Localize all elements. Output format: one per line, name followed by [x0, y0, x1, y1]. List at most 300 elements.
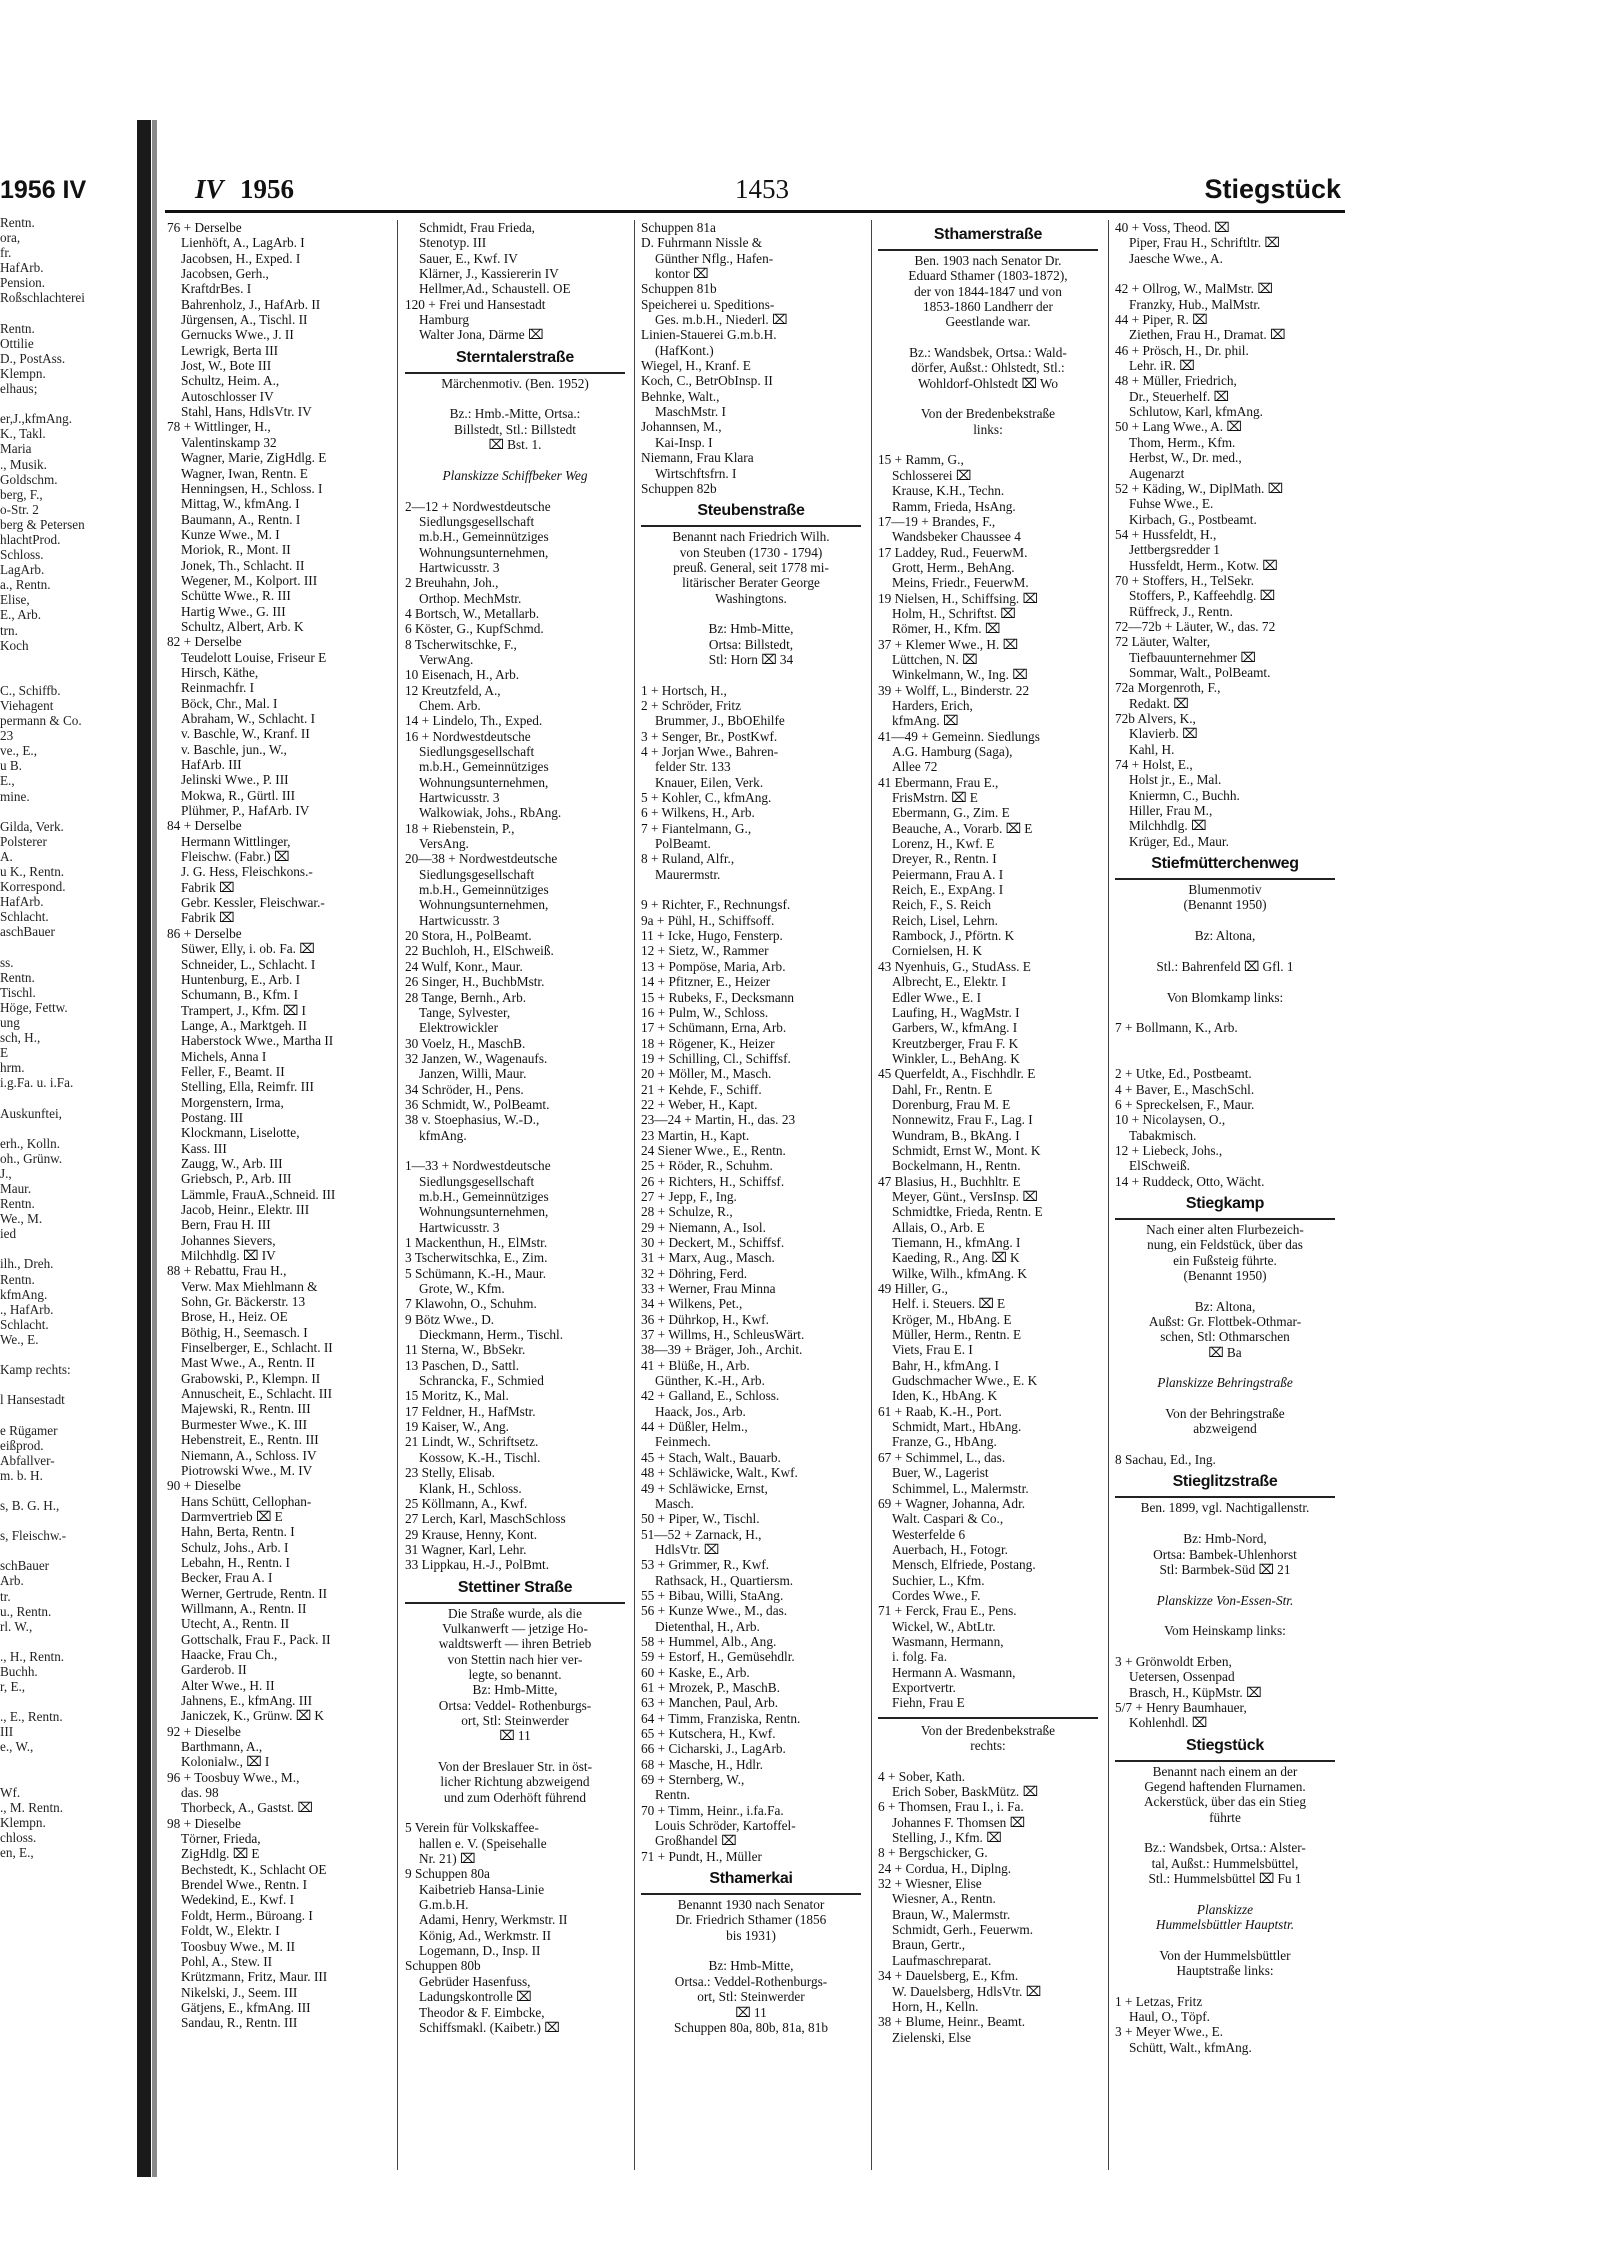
prev-page-line: trn. [0, 622, 18, 638]
prev-page-line: berg, F., [0, 486, 43, 502]
prev-page-line: ss. [0, 954, 14, 970]
directory-entry: 12 + Liebeck, Johs., [1115, 1142, 1223, 1158]
directory-entry: m.b.H., Gemeinnütziges [419, 1188, 549, 1204]
street-description: Bz: Hmb-Nord, [1183, 1531, 1267, 1547]
prev-page-line: Auskunftei, [0, 1105, 62, 1121]
street-description: von Stettin nach hier ver- [447, 1651, 583, 1667]
directory-entry: 47 Blasius, H., Buchhltr. E [878, 1173, 1021, 1189]
directory-entry: 67 + Schimmel, L., das. [878, 1449, 1006, 1465]
directory-entry: Beauche, A., Vorarb. ⌧ E [892, 820, 1033, 836]
directory-entry: 27 + Jepp, F., Ing. [641, 1188, 737, 1204]
directory-entry: Grote, W., Kfm. [419, 1281, 505, 1297]
book-gutter [137, 120, 151, 2177]
directory-entry [1115, 1577, 1335, 1592]
directory-entry: 43 Nyenhuis, G., StudAss. E [878, 958, 1031, 974]
street-description: Ortsa: Billstedt, [708, 636, 794, 652]
directory-entry: 20 + Möller, M., Masch. [641, 1066, 772, 1082]
prev-page-line: Maur. [0, 1181, 32, 1196]
directory-entry: Dreyer, R., Rentn. I [892, 851, 997, 867]
directory-entry [1115, 1036, 1335, 1051]
prev-page-line: ., HafArb. [0, 1301, 54, 1317]
directory-entry: 33 + Werner, Frau Minna [641, 1281, 776, 1297]
directory-entry: Thom, Herm., Kfm. [1129, 434, 1236, 450]
prev-page-line: Ottilie [0, 335, 34, 351]
directory-entry: Adami, Henry, Werkmstr. II [419, 1912, 568, 1928]
directory-entry: Kai-Insp. I [655, 434, 713, 450]
directory-entry: Harders, Erich, [892, 697, 973, 713]
directory-entry: 6 Köster, G., KupfSchmd. [405, 621, 544, 637]
book-gutter-shadow [152, 120, 157, 2177]
directory-entry: G.m.b.H. [419, 1897, 469, 1913]
directory-entry: Wagner, Marie, ZigHdlg. E [181, 450, 327, 466]
prev-page-line: Klempn. [0, 365, 46, 381]
street-description: Nach einer alten Flurbezeich- [1146, 1221, 1304, 1237]
prev-page-line: aschBauer [0, 924, 55, 940]
directory-entry: 18 + Rögener, K., Heizer [641, 1035, 775, 1051]
directory-entry: Lange, A., Marktgeh. II [181, 1017, 307, 1033]
prev-page-line: We., E. [0, 1331, 39, 1347]
directory-entry: 39 + Wolff, L., Binderstr. 22 [878, 682, 1030, 698]
directory-entry: 72a Morgenroth, F., [1115, 680, 1221, 696]
column-3 [641, 220, 861, 2170]
directory-entry: 31 Wagner, Karl, Lehr. [405, 1541, 527, 1557]
directory-entry: Erich Sober, BaskMütz. ⌧ [892, 1784, 1038, 1800]
directory-entry: Reich, F., S. Reich [892, 897, 992, 913]
directory-entry: Schlutow, Karl, kfmAng. [1129, 404, 1263, 420]
directory-entry: Knauer, Eilen, Verk. [655, 774, 764, 790]
directory-entry: Louis Schröder, Kartoffel- [655, 1818, 796, 1834]
directory-entry: D. Fuhrmann Nissle & [641, 235, 763, 251]
street-description: Geestlande war. [945, 314, 1031, 330]
directory-entry: 45 Querfeldt, A., Fischhdlr. E [878, 1066, 1036, 1082]
prev-page-line: u., Rentn. [0, 1603, 52, 1619]
prev-page-line [0, 804, 150, 819]
street-description: ort, Stl: Steinwerder [461, 1712, 569, 1728]
prev-page-header: 1956 IV [0, 176, 87, 204]
directory-entry: Albrecht, E., Elektr. I [892, 974, 1007, 990]
directory-entry: Schuppen 82b [641, 480, 717, 496]
directory-entry: 12 Kreutzfeld, A., [405, 682, 501, 698]
directory-entry [1115, 974, 1335, 989]
street-description: licher Richtung abzweigend [440, 1774, 590, 1790]
directory-entry: Wiegel, H., Kranf. E [641, 358, 751, 374]
prev-page-line: tr. [0, 1588, 11, 1604]
directory-entry: Winkelmann, W., Ing. ⌧ [892, 667, 1028, 683]
directory-entry: Auerbach, H., Fotogr. [892, 1541, 1008, 1557]
directory-entry: Gottschalk, Frau F., Pack. II [181, 1631, 331, 1647]
directory-entry: Jacobsen, H., Exped. I [181, 250, 301, 266]
plan-sketch-note: Planskizze Von-Essen-Str. [1156, 1592, 1294, 1608]
street-description: Schuppen 80a, 80b, 81a, 81b [674, 2019, 828, 2035]
directory-entry: Römer, H., Kfm. ⌧ [892, 621, 1001, 637]
directory-entry: Winkler, L., BehAng. K [892, 1050, 1020, 1066]
directory-entry: Michels, Anna I [181, 1048, 267, 1064]
directory-entry [641, 606, 861, 621]
directory-entry: 88 + Rebattu, Frau H., [167, 1263, 287, 1279]
column-2 [405, 220, 625, 2170]
directory-entry: Zielenski, Else [892, 2029, 972, 2045]
directory-entry: 59 + Estorf, H., Gemüsehdlr. [641, 1649, 795, 1665]
directory-entry: Walkowiak, Johs., RbAng. [419, 805, 562, 821]
directory-entry [1115, 1005, 1335, 1020]
directory-entry: Schmidt, Ernst W., Mont. K [892, 1142, 1041, 1158]
directory-entry: Lehr. iR. ⌧ [1129, 358, 1195, 374]
prev-page-line: LagArb. [0, 562, 45, 578]
directory-entry: 9 Bötz Wwe., D. [405, 1311, 495, 1327]
directory-entry: 4 Bortsch, W., Metallarb. [405, 605, 540, 621]
directory-entry: Schütte Wwe., R. III [181, 588, 291, 604]
prev-page-line [0, 1121, 150, 1136]
directory-entry: 22 Buchloh, H., ElSchweiß. [405, 943, 554, 959]
directory-entry: Janiczek, K., Grünw. ⌧ K [181, 1708, 324, 1724]
prev-page-line: u B. [0, 758, 22, 774]
street-description: der von 1844-1847 und von [914, 283, 1062, 299]
directory-entry: Iden, K., HbAng. K [892, 1388, 998, 1404]
directory-entry: Schultz, Heim. A., [181, 373, 280, 389]
directory-entry: Griebsch, P., Arb. III [181, 1171, 292, 1187]
directory-entry: 16 + Nordwestdeutsche [405, 728, 531, 744]
directory-entry: Rentn. [655, 1787, 691, 1803]
directory-entry: 23—24 + Martin, H., das. 23 [641, 1112, 796, 1128]
street-description: Benannt 1930 nach Senator [677, 1897, 825, 1913]
directory-entry: Behnke, Walt., [641, 388, 720, 404]
directory-entry: Kaeding, R., Ang. ⌧ K [892, 1250, 1020, 1266]
street-description: Blumenmotiv [1188, 882, 1262, 898]
prev-page-line [0, 1347, 150, 1362]
directory-entry: 18 + Riebenstein, P., [405, 820, 515, 836]
directory-entry: 17 Laddey, Rud., FeuerwM. [878, 544, 1028, 560]
directory-entry: kfmAng. [419, 1127, 467, 1143]
directory-entry: Feller, F., Beamt. II [181, 1063, 285, 1079]
directory-entry: Stoffers, P., Kaffeehdlg. ⌧ [1129, 588, 1275, 604]
prev-page-line: a., Rentn. [0, 577, 51, 593]
directory-entry: 5/7 + Henry Baumhauer, [1115, 1699, 1247, 1715]
street-description: nung, ein Feldstück, über das [1147, 1237, 1303, 1253]
directory-entry: Huntenburg, E., Arb. I [181, 971, 301, 987]
directory-entry: Wohnungsunternehmen, [419, 1204, 549, 1220]
directory-entry: 24 + Cordua, H., Diplng. [878, 1860, 1012, 1876]
prev-page-line: Elise, [0, 592, 30, 608]
directory-entry: Sandau, R., Rentn. III [181, 2015, 298, 2031]
directory-entry: Wickel, W., AbtLtr. [892, 1618, 996, 1634]
directory-entry: Jettbergsredder 1 [1129, 542, 1220, 558]
street-description: Ortsa.: Veddel-Rothenburgs- [674, 1973, 828, 1989]
directory-entry: Fiehn, Frau E [892, 1695, 965, 1711]
directory-entry: A.G. Hamburg (Saga), [892, 744, 1013, 759]
directory-entry: Wundram, B., BkAng. I [892, 1127, 1020, 1143]
street-range: Stiegstück [1204, 174, 1341, 204]
directory-entry: Wirtschftsfrn. I [655, 465, 737, 481]
directory-entry: v. Baschle, W., Kranf. II [181, 726, 310, 742]
directory-entry: ElSchweiß. [1129, 1158, 1190, 1174]
directory-entry: Franze, G., HbAng. [892, 1434, 997, 1450]
directory-entry: Sommar, Walt., PolBeamt. [1129, 664, 1271, 680]
directory-entry: Ges. m.b.H., Niederl. ⌧ [655, 312, 788, 328]
prev-page-line [0, 1241, 150, 1256]
directory-entry: Großhandel ⌧ [655, 1833, 737, 1849]
street-heading: Stiegkamp [1115, 1193, 1335, 1220]
directory-entry: 17—19 + Brandes, F., [878, 513, 996, 529]
directory-entry: Wohnungsunternehmen, [419, 774, 549, 790]
directory-entry: Hellmer,Ad., Schaustell. OE [419, 281, 571, 297]
directory-entry: 66 + Cicharski, J., LagArb. [641, 1741, 786, 1757]
directory-entry: das. 98 [181, 1785, 219, 1801]
directory-entry: Augenarzt [1129, 465, 1185, 481]
directory-entry: 53 + Grimmer, R., Kwf. [641, 1557, 770, 1573]
directory-entry: 8 Tscherwitschke, F., [405, 636, 517, 652]
street-description: bis 1931) [726, 1927, 776, 1943]
directory-entry: 29 + Niemann, A., Isol. [641, 1219, 766, 1235]
directory-entry [405, 1805, 625, 1820]
directory-entry: 21 + Kehde, F., Schiff. [641, 1081, 762, 1097]
column-separator [397, 220, 398, 2170]
directory-entry: Haul, O., Töpf. [1129, 2009, 1211, 2025]
directory-entry: (HafKont.) [655, 342, 714, 358]
directory-entry: Schumann, B., Kfm. I [181, 987, 299, 1003]
directory-entry: Tiefbauunternehmer ⌧ [1129, 649, 1256, 665]
directory-entry: Dietenthal, H., Arb. [655, 1618, 760, 1634]
street-description: ein Fußsteig führte. [1173, 1252, 1277, 1268]
directory-entry: Wedekind, E., Kwf. I [181, 1892, 295, 1908]
directory-entry: Kirbach, G., Postbeamt. [1129, 511, 1257, 527]
street-description: Ortsa: Veddel- Rothenburgs- [438, 1697, 592, 1713]
directory-entry: Linien-Stauerei G.m.b.H. [641, 327, 777, 343]
directory-entry: 32 + Döhring, Ferd. [641, 1265, 748, 1281]
street-description: dörfer, Außst.: Ohlstedt, Stl.: [911, 360, 1065, 376]
directory-entry: m.b.H., Gemeinnütziges [419, 882, 549, 898]
directory-entry: 15 + Rubeks, F., Decksmann [641, 989, 795, 1005]
prev-page-line: Rentn. [0, 1271, 35, 1287]
prev-page-line: s, Fleischw.- [0, 1528, 67, 1544]
directory-entry: 90 + Dieselbe [167, 1478, 241, 1494]
directory-entry: 72 Läuter, Walter, [1115, 634, 1211, 650]
directory-entry: Fuhse Wwe., E. [1129, 496, 1214, 512]
directory-entry: Majewski, R., Rentn. III [181, 1401, 311, 1417]
directory-entry: m.b.H., Gemeinnütziges [419, 759, 549, 775]
directory-entry: Tabakmisch. [1129, 1127, 1197, 1143]
directory-entry: Becker, Frau A. I [181, 1570, 273, 1586]
directory-entry: 16 + Pulm, W., Schloss. [641, 1004, 769, 1020]
directory-entry: Hartig Wwe., G. III [181, 603, 286, 619]
prev-page-line: Goldschm. [0, 471, 58, 487]
directory-entry: 9 + Richter, F., Rechnungsf. [641, 897, 791, 913]
directory-entry: 20 Stora, H., PolBeamt. [405, 928, 532, 944]
directory-entry: Garbers, W., kfmAng. I [892, 1020, 1018, 1036]
street-description: (Benannt 1950) [1183, 1268, 1267, 1283]
directory-entry: 36 + Dührkop, H., Kwf. [641, 1311, 769, 1327]
prev-page-line [0, 1377, 150, 1392]
directory-entry: 8 + Ruland, Alfr., [641, 851, 735, 867]
street-description: Washingtons. [715, 590, 787, 606]
directory-entry: 48 + Schläwicke, Walt., Kwf. [641, 1465, 798, 1481]
directory-entry: Nr. 21) ⌧ [419, 1851, 476, 1867]
directory-entry [641, 1943, 861, 1958]
directory-entry: 19 Kaiser, W., Ang. [405, 1419, 509, 1435]
directory-entry: 6 + Spreckelsen, F., Maur. [1115, 1096, 1255, 1112]
prev-page-line: l Hansestadt [0, 1392, 65, 1408]
street-description: Stl.: Hummelsbüttel ⌧ Fu 1 [1148, 1871, 1302, 1887]
street-heading: Stiegstück [1115, 1735, 1335, 1762]
street-description: von Steuben (1730 - 1794) [679, 544, 823, 560]
directory-entry: Schmidt, Frau Frieda, [419, 220, 535, 235]
directory-entry: 23 Stelly, Elisab. [405, 1465, 495, 1481]
directory-entry [1115, 1886, 1335, 1901]
directory-entry: Bechstedt, K., Schlacht OE [181, 1861, 327, 1877]
directory-entry: 46 + Prösch, H., Dr. phil. [1115, 342, 1249, 358]
street-description: litärischer Berater George [682, 575, 820, 591]
column-separator [634, 220, 635, 2170]
directory-entry [1115, 1825, 1335, 1840]
directory-entry: 71 + Pundt, H., Müller [641, 1848, 762, 1864]
street-description: Wohldorf-Ohlstedt ⌧ Wo [918, 375, 1058, 391]
directory-entry: 120 + Frei und Hansestadt [405, 296, 546, 312]
directory-entry: 1 Mackenthun, H., ElMstr. [405, 1235, 548, 1250]
directory-entry: J. G. Hess, Fleischkons.- [181, 864, 313, 880]
prev-page-line: en, E., [0, 1845, 34, 1861]
directory-entry: Haack, Jos., Arb. [655, 1403, 746, 1419]
directory-entry: Horn, H., Kelln. [892, 1998, 979, 2014]
prev-page-line: E [0, 1045, 9, 1061]
directory-entry: Viets, Frau E. I [892, 1342, 973, 1358]
directory-entry: Gebr. Kessler, Fleischwar.- [181, 895, 325, 911]
directory-entry: Schmidt, Mart., HbAng. [892, 1419, 1022, 1435]
directory-entry: Mittag, W., kfmAng. I [181, 496, 300, 512]
prev-page-line [0, 306, 150, 321]
directory-entry: Darmvertrieb ⌧ E [181, 1508, 283, 1524]
prev-page-line: E., Arb. [0, 607, 42, 623]
street-description: Stl: Horn ⌧ 34 [708, 651, 794, 667]
prev-page-line: u K., Rentn. [0, 864, 65, 880]
street-description: Bz: Hmb-Mitte, [708, 1958, 794, 1974]
prev-page-line: Rentn. [0, 320, 35, 336]
directory-entry: Wasmann, Hermann, [892, 1633, 1004, 1649]
street-description: Von Blomkamp links: [1166, 989, 1284, 1005]
directory-entry: Cordes Wwe., F. [892, 1587, 981, 1603]
directory-entry: Brummer, J., BbOEhilfe [655, 713, 785, 729]
directory-entry: 13 Paschen, D., Sattl. [405, 1357, 520, 1373]
prev-page-line [0, 1090, 150, 1105]
prev-page-line: s, B. G. H., [0, 1497, 60, 1513]
directory-entry: 72b Alvers, K., [1115, 711, 1196, 726]
directory-entry: 10 + Nicolaysen, O., [1115, 1112, 1226, 1128]
street-description: Bz: Altona, [1194, 1298, 1256, 1314]
street-description: und zum Oderhöft führend [443, 1789, 587, 1805]
directory-entry: 21 Lindt, W., Schriftsetz. [405, 1434, 539, 1450]
directory-entry: 50 + Piper, W., Tischl. [641, 1511, 760, 1527]
directory-entry: Siedlungsgesellschaft [419, 513, 535, 529]
directory-entry: Sauer, E., Kwf. IV [419, 250, 518, 266]
directory-entry: v. Baschle, jun., W., [181, 741, 287, 757]
directory-entry: Stelling, Ella, Reimfr. III [181, 1079, 314, 1095]
directory-entry: Wilke, Wilh., kfmAng. K [892, 1265, 1027, 1281]
directory-entry [1115, 943, 1335, 958]
plan-sketch-note: Hummelsbüttler Hauptstr. [1155, 1917, 1295, 1933]
directory-entry [1115, 1360, 1335, 1375]
directory-entry: Schütt, Walt., kfmAng. [1129, 2039, 1252, 2055]
directory-entry: 30 Voelz, H., MaschB. [405, 1035, 526, 1051]
directory-entry: PolBeamt. [655, 836, 711, 852]
directory-entry: Braun, W., Malermstr. [892, 1906, 1011, 1922]
prev-page-line: eißprod. [0, 1437, 44, 1453]
directory-entry: Krüger, Ed., Maur. [1129, 833, 1229, 849]
prev-page-line: e Rügamer [0, 1422, 58, 1438]
directory-entry: 1—33 + Nordwestdeutsche [405, 1158, 551, 1174]
prev-page-line: Schlacht. [0, 909, 49, 925]
directory-entry: Nikelski, J., Seem. III [181, 1984, 298, 2000]
directory-entry: Dr., Steuerhelf. ⌧ [1129, 388, 1229, 404]
prev-page-line: ve., E., [0, 743, 37, 759]
street-description: Ben. 1903 nach Senator Dr. [914, 253, 1062, 268]
directory-entry: Wohnungsunternehmen, [419, 544, 549, 560]
directory-entry: 92 + Dieselbe [167, 1723, 241, 1739]
directory-entry: Wandsbeker Chaussee 4 [892, 529, 1021, 545]
directory-entry: Klank, H., Schloss. [419, 1480, 522, 1496]
directory-entry: Reich, E., ExpAng. I [892, 882, 1004, 898]
directory-entry: 33 Lippkau, H.-J., PolBmt. [405, 1557, 550, 1573]
directory-entry: Gernucks Wwe., J. II [181, 327, 294, 343]
prev-page-line: ., M. Rentn. [0, 1799, 64, 1815]
directory-entry: Siedlungsgesellschaft [419, 1173, 535, 1189]
street-description: Stl.: Bahrenfeld ⌧ Gfl. 1 [1156, 958, 1294, 974]
directory-entry: Schmidtke, Frieda, Rentn. E [892, 1204, 1043, 1220]
directory-entry: 51—52 + Zarnack, H., [641, 1526, 762, 1542]
directory-entry: Bahr, H., kfmAng. I [892, 1357, 999, 1373]
prev-page-line: Rentn. [0, 1196, 35, 1212]
directory-entry: Meyer, Günt., VersInsp. ⌧ [892, 1188, 1038, 1204]
directory-entry: Verw. Max Miehlmann & [181, 1278, 318, 1294]
directory-entry: 86 + Derselbe [167, 925, 242, 941]
directory-entry: Maurermstr. [655, 866, 721, 882]
directory-entry: 17 + Schümann, Erna, Arb. [641, 1020, 787, 1036]
directory-entry: Schulz, Johs., Arb. I [181, 1539, 289, 1555]
street-description: Die Straße wurde, als die [447, 1605, 583, 1621]
directory-entry: Moriok, R., Mont. II [181, 542, 291, 558]
directory-entry: 55 + Bibau, Willi, StaAng. [641, 1587, 784, 1603]
directory-entry: 9a + Pühl, H., Schiffsoff. [641, 912, 775, 928]
directory-entry: Nonnewitz, Frau F., Lag. I [892, 1112, 1033, 1128]
directory-entry [1115, 1391, 1335, 1406]
directory-entry: Postang. III [181, 1109, 244, 1125]
street-description: Bz: Hmb-Mitte, [708, 621, 794, 637]
prev-page-line: i.g.Fa. u. i.Fa. [0, 1075, 74, 1091]
directory-entry: 31 + Marx, Aug., Masch. [641, 1250, 775, 1266]
street-description: links: [973, 421, 1003, 437]
prev-page-line: 23 [0, 728, 14, 744]
directory-entry: 34 + Wilkens, Pet., [641, 1296, 743, 1312]
directory-entry: 12 + Sietz, W., Rammer [641, 943, 769, 959]
column-1 [167, 220, 387, 2170]
directory-entry [878, 1753, 1098, 1768]
directory-entry: Niemann, Frau Klara [641, 450, 754, 466]
directory-entry: 63 + Manchen, Paul, Arb. [641, 1695, 779, 1711]
prev-page-line: mine. [0, 788, 30, 804]
directory-entry: 69 + Wagner, Johanna, Adr. [878, 1495, 1026, 1511]
directory-entry: hallen e. V. (Speisehalle [419, 1835, 547, 1851]
prev-page-line: Klempn. [0, 1814, 46, 1830]
directory-entry: 36 Schmidt, W., PolBeamt. [405, 1096, 550, 1112]
prev-page-line: Maria [0, 441, 32, 457]
directory-entry: 15 Moritz, K., Mal. [405, 1388, 509, 1404]
directory-entry: Ebermann, G., Zim. E [892, 805, 1010, 821]
directory-entry: 17 Feldner, H., HafMstr. [405, 1403, 536, 1419]
street-description: Vom Heinskamp links: [1164, 1623, 1286, 1639]
directory-entry: Bern, Frau H. III [181, 1217, 271, 1233]
directory-entry: 76 + Derselbe [167, 220, 242, 235]
prev-page-line: r, E., [0, 1679, 26, 1695]
directory-entry: 70 + Timm, Heinr., i.fa.Fa. [641, 1802, 784, 1818]
directory-entry: Kossow, K.-H., Tischl. [419, 1449, 541, 1465]
directory-entry: Hamburg [419, 312, 469, 328]
